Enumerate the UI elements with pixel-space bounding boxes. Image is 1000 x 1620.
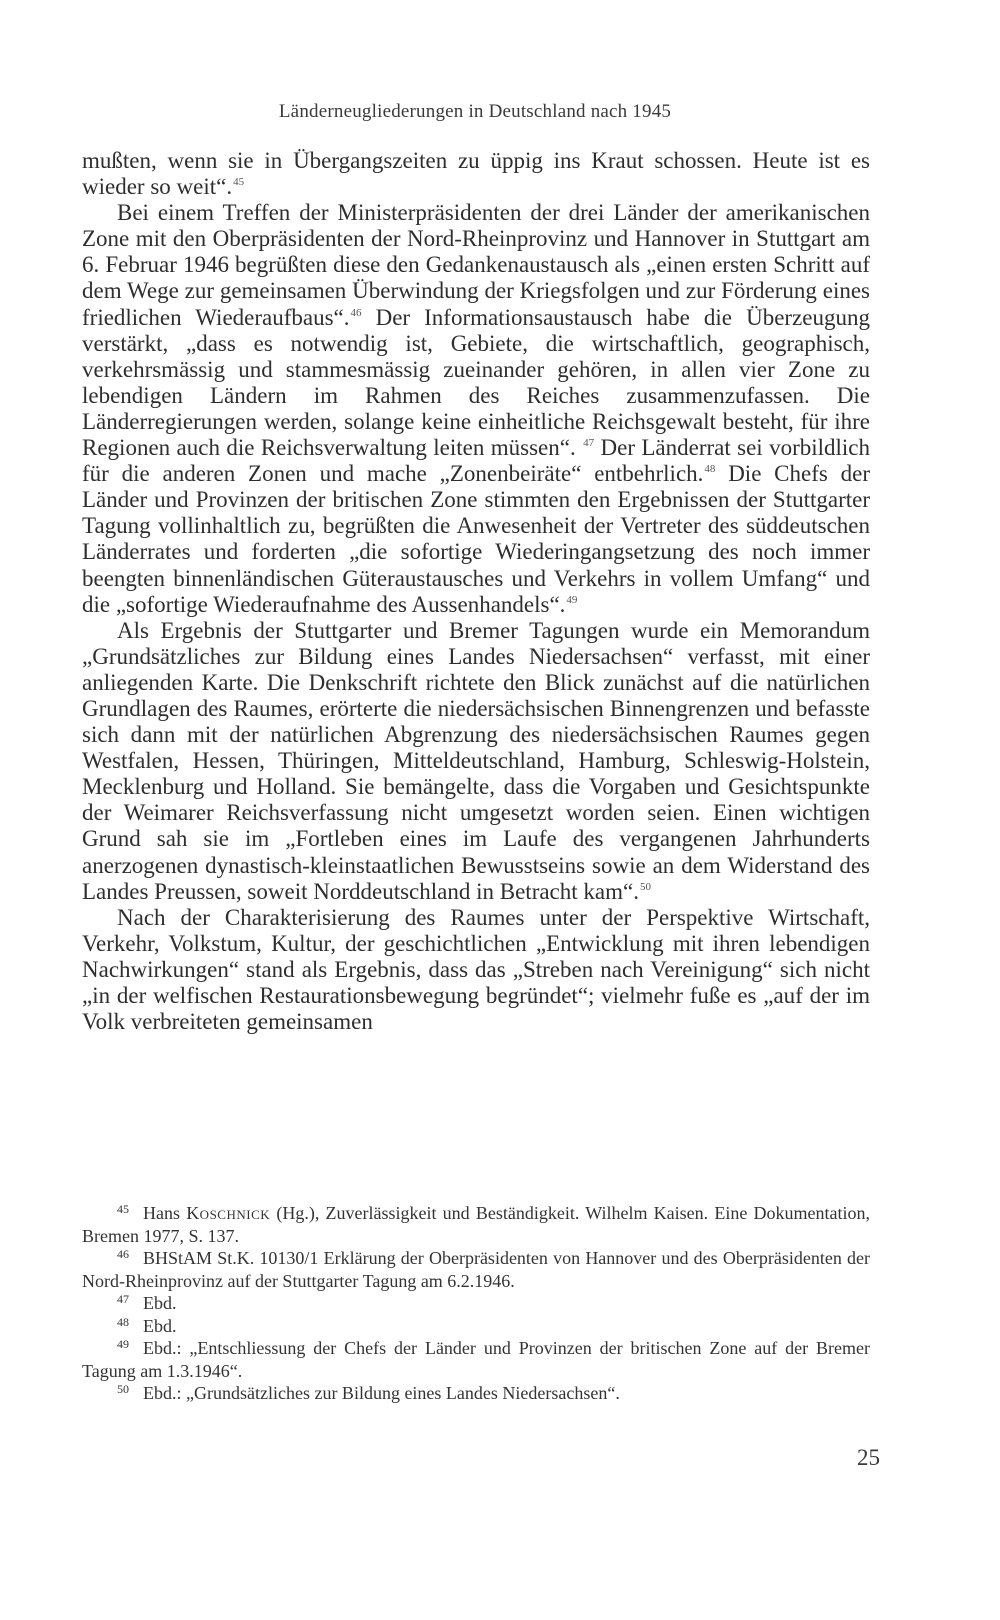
footnote: 47 Ebd. <box>117 1292 177 1313</box>
footnote: 48 Ebd. <box>117 1314 177 1336</box>
footnote-text: (Hg.), Zuverlässigkeit und Beständigkeit. Wilhelm Kaisen. Eine Dokumentation, Bremen 1977, S. 137. <box>82 1203 870 1246</box>
footnote-text: Ebd.: „Entschliessung der Chefs der Länder und Provinzen der britischen Zone auf der Bremer Tagung am 1.3.1946“. <box>82 1338 870 1381</box>
running-head: Länderneugliederungen in Deutschland nach 1945 <box>278 101 672 122</box>
text-run: Der Länderrat sei vorbildlich für die anderen Zonen und mache „Zonenbeiräte“ entbehrlich. <box>82 435 870 487</box>
author-name: Koschnick <box>186 1203 271 1223</box>
footnote-ref: 47 <box>583 437 595 450</box>
footnote-text: BHStAM St.K. 10130/1 Erklärung der Oberpräsidenten von Hannover und des Oberpräsidenten der Nord-Rheinprovinz auf der Stuttgarter Tagung am 6.2.1946. <box>82 1248 870 1291</box>
main-text <box>82 148 870 1035</box>
paragraph <box>82 905 870 1035</box>
page-number: 25 <box>857 1445 880 1470</box>
footnote: 46 BHStAM St.K. 10130/1 Erklärung der Oberpräsidenten von Hannover und des Oberpräsidenten der Nord-Rheinprovinz auf der Stuttgarter Tagung am 6.2.1946. <box>82 1247 870 1291</box>
text-run: Die Chefs der Länder und Provinzen der britischen Zone stimmten den Ergebnissen der Stuttgarter Tagung vollinhaltlich zu, begrüßten die Anwesenheit der Vertreter des süddeutschen Länderrates und forderten „die sofortige Wiederingangsetzung des noch immer beengten binnenländischen Güteraustausches und Verkehrs in vollem Umfang“ und die „sofortige Wiederaufnahme des Aussenhandels“. <box>82 461 870 617</box>
footnote-ref: 49 <box>566 593 578 606</box>
footnote-ref: 48 <box>704 463 716 476</box>
footnote: 50 Ebd.: „Grundsätzliches zur Bildung eines Landes Niedersachsen“. <box>117 1382 620 1403</box>
paragraph <box>82 148 870 200</box>
text-run: Der Informationsaustausch habe die Überzeugung verstärkt, „dass es notwendig ist, Gebiete, die wirtschaftlich, geographisch, verkehrsmässig und stammesmässig zueinander gehören, in allen vier Zone zu lebendigen Ländern im Rahmen des Reiches zusammenzufassen. Die Länderregierungen werden, solange keine einheitliche Reichsgewalt besteht, für ihre Regionen auch die Reichsverwaltung leiten müssen“. <box>82 304 870 461</box>
footnote-text: Ebd. <box>143 1315 177 1336</box>
footnote-text: Ebd. <box>143 1293 177 1313</box>
text-run: Nach der Charakterisierung des Raumes unter der Perspektive Wirtschaft, Verkehr, Volkstum, Kultur, der geschichtlichen „Entwicklung mit ihren lebendigen Nachwirkungen“ stand als Ergebnis, dass das „Streben nach Vereinigung“ sich nicht „in der welfischen Restaurationsbewegung begründet“; vielmehr fuße es „auf der im Volk verbreiteten gemeinsamen <box>82 904 870 1035</box>
paragraph <box>82 200 870 618</box>
footnote: 49 Ebd.: „Entschliessung der Chefs der Länder und Provinzen der britischen Zone auf der Bremer Tagung am 1.3.1946“. <box>82 1337 870 1381</box>
text-run: Als Ergebnis der Stuttgarter und Bremer Tagungen wurde ein Memorandum „Grundsätzliches zur Bildung eines Landes Niedersachsen“ verfasst, mit einer anliegenden Karte. Die Denkschrift richtete den Blick zunächst auf die natürlichen Grundlagen des Raumes, erörterte die niedersächsischen Binnengrenzen und befasste sich dann mit der natürlichen Abgrenzung des niedersächsischen Raumes gegen Westfalen, Hessen, Thüringen, Mitteldeutschland, Hamburg, Schleswig-Holstein, Mecklenburg und Holland. Sie bemängelte, dass die Vorgaben und Gesichtspunkte der Weimarer Reichsverfassung nicht umgesetzt worden seien. Einen wichtigen Grund sah sie im „Fortleben eines im Laufe des vergangenen Jahrhunderts anerzogenen dynastisch-kleinstaatlichen Bewusstseins sowie an dem Widerstand des Landes Preussen, soweit Norddeutschland in Betracht kam“. <box>82 617 870 904</box>
footnote: 45 Hans Koschnick (Hg.), Zuverlässigkeit und Beständigkeit. Wilhelm Kaisen. Eine Dokumentation, Bremen 1977, S. 137. <box>82 1202 870 1246</box>
paragraph <box>82 618 870 905</box>
text-run: mußten, wenn sie in Übergangszeiten zu üppig ins Kraut schossen. Heute ist es wieder so weit“. <box>82 148 870 200</box>
footnote-text: Hans <box>143 1203 187 1223</box>
footnote-ref: 50 <box>639 880 651 893</box>
footnote-ref: 46 <box>350 306 362 319</box>
text-run: Bei einem Treffen der Ministerpräsidenten der drei Länder der amerikanischen Zone mit den Oberpräsidenten der Nord-Rheinprovinz und Hannover in Stuttgart am 6. Februar 1946 begrüßten diese den Gedankenaustausch als „einen ersten Schritt auf dem Wege zur gemeinsamen Überwindung der Kriegsfolgen und zur Förderung eines friedlichen Wiederaufbaus“. <box>82 200 870 330</box>
footnotes <box>82 1202 870 1405</box>
footnote-text: Ebd.: „Grundsätzliches zur Bildung eines Landes Niedersachsen“. <box>143 1383 620 1403</box>
footnote-ref: 45 <box>233 176 245 189</box>
